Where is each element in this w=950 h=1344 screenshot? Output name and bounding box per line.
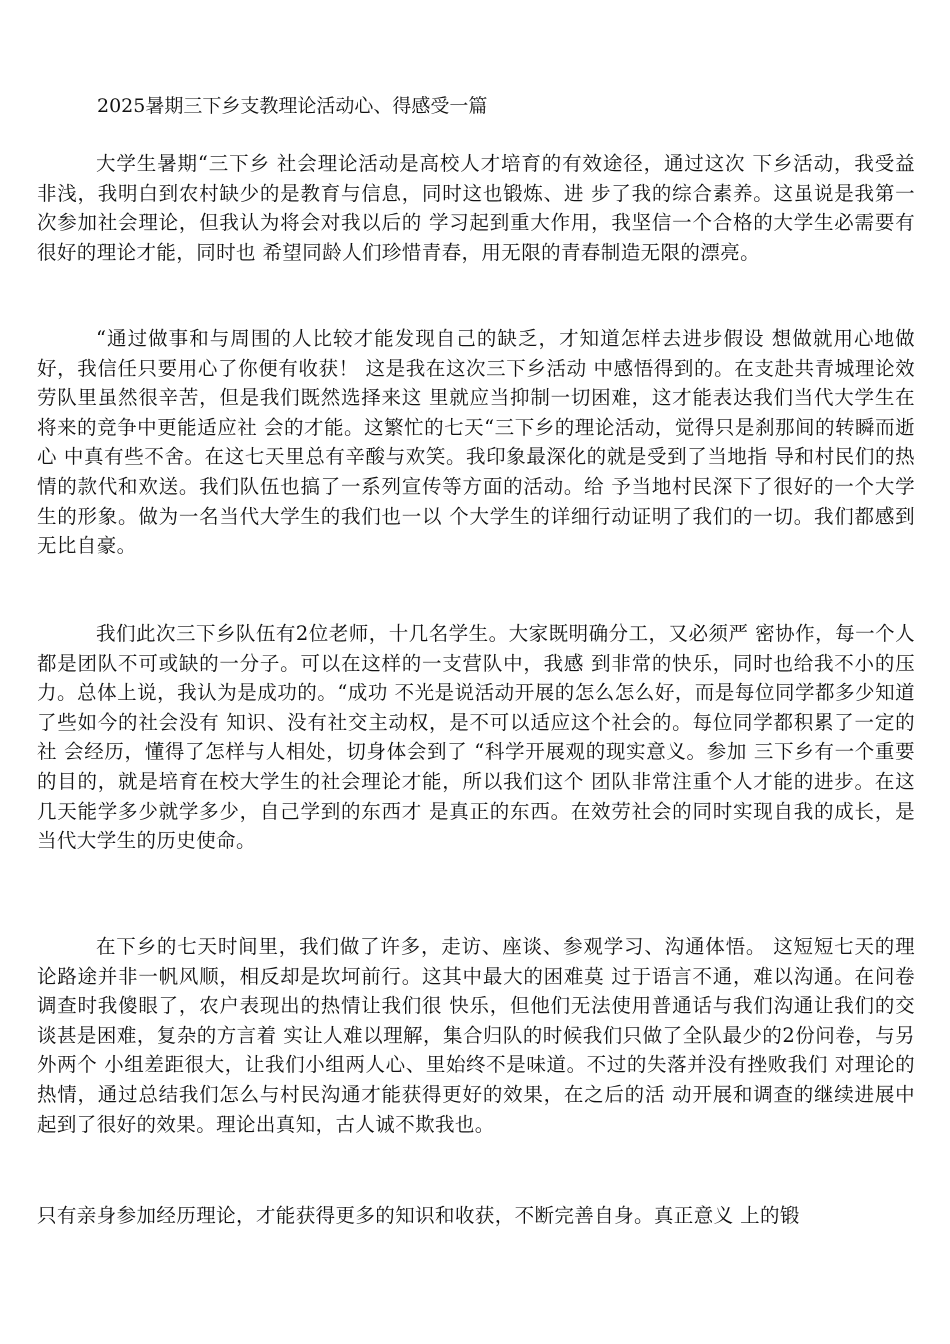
paragraph-5: 只有亲身参加经历理论，才能获得更多的知识和收获，不断完善自身。真正意义 上的锻 — [37, 1204, 800, 1227]
document-title: 2025暑期三下乡支教理论活动心、得感受一篇 — [97, 95, 488, 117]
paragraph-3: 我们此次三下乡队伍有2位老师，十几名学生。大家既明确分工，又必须严 密协作，每一个人都是团队不可或缺的一分子。可以在这样的一支营队中，我感 到非常的快乐，同时也给我不小的压力。总体上说，我认为是成功的。“成功 不光是说活动开展的怎么怎么好，而是每位同学都多少知道了些如今的社会没有 知识、没有社交主动权，是不可以适应这个社会的。每位同学都积累了一定的社 会经历，懂得了怎样与人相处，切身体会到了 “科学开展观的现实意义。参加 三下乡有一个重要的目的，就是培育在校大学生的社会理论才能，所以我们这个 团队非常注重个人才能的进步。在这几天能学多少就学多少，自己学到的东西才 是真正的东西。在效劳社会的同时实现自我的成长，是当代大学生的历史使命。 — [37, 622, 915, 853]
paragraph-1: 大学生暑期“三下乡 社会理论活动是高校人才培育的有效途径，通过这次 下乡活动，我受益非浅，我明白到农村缺少的是教育与信息，同时这也锻炼、进 步了我的综合素养。这虽说是我第一次参加社会理论，但我认为将会对我以后的 学习起到重大作用，我坚信一个合格的大学生必需要有很好的理论才能，同时也 希望同龄人们珍惜青春，用无限的青春制造无限的漂亮。 — [37, 152, 915, 264]
paragraph-4: 在下乡的七天时间里，我们做了许多，走访、座谈、参观学习、沟通体悟。 这短短七天的理论路途并非一帆风顺，相反却是坎坷前行。这其中最大的困难莫 过于语言不通，难以沟通。在问卷调查时我傻眼了，农户表现出的热情让我们很 快乐，但他们无法使用普通话与我们沟通让我们的交谈甚是困难，复杂的方言着 实让人难以理解，集合归队的时候我们只做了全队最少的2份问卷，与另外两个 小组差距很大，让我们小组两人心、里始终不是味道。不过的失落并没有挫败我们 对理论的热情，通过总结我们怎么与村民沟通才能获得更好的效果，在之后的活 动开展和调查的继续进展中起到了很好的效果。理论出真知，古人诚不欺我也。 — [37, 935, 915, 1136]
paragraph-2: “通过做事和与周围的人比较才能发现自己的缺乏，才知道怎样去进步假设 想做就用心地做好，我信任只要用心了你便有收获！ 这是我在这次三下乡活动 中感悟得到的。在支赴共青城理论效劳队里虽然很辛苦，但是我们既然选择来这 里就应当抑制一切困难，这才能表达我们当代大学生在将来的竞争中更能适应社 会的才能。这繁忙的七天“三下乡的理论活动，觉得只是刹那间的转瞬而逝心 中真有些不舍。在这七天里总有辛酸与欢笑。我印象最深化的就是受到了当地指 导和村民们的热情的款代和欢送。我们队伍也搞了一系列宣传等方面的活动。给 予当地村民深下了很好的一个大学生的形象。做为一名当代大学生的我们也一以 个大学生的详细行动证明了我们的一切。我们都感到无比自豪。 — [37, 327, 915, 558]
